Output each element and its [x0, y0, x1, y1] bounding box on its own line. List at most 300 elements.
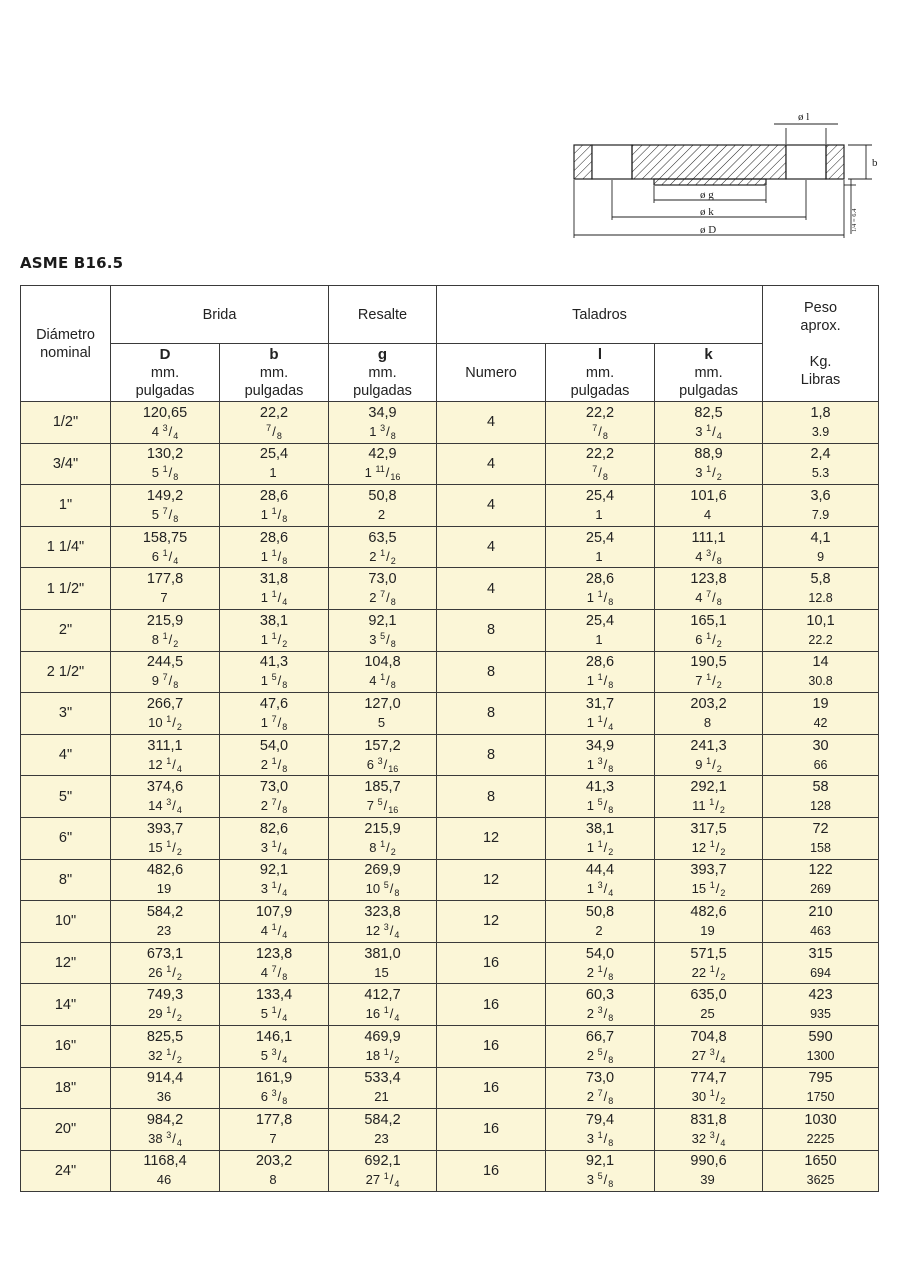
value-mm: 25,4 — [585, 612, 615, 629]
value-mm: 34,9 — [368, 404, 397, 421]
value-inch: 3 $^1/_4$ — [695, 422, 722, 441]
value-inch: $^7/_8$ — [592, 464, 608, 483]
value-inch: 18 $^1/_2$ — [365, 1046, 400, 1065]
cell-l — [546, 734, 655, 776]
cell-peso — [763, 609, 879, 651]
cell-g — [329, 1025, 437, 1067]
cell-l — [546, 526, 655, 568]
value-mm: 177,8 — [255, 1111, 293, 1128]
cell-peso — [763, 942, 879, 984]
value-mm: 190,5 — [690, 654, 727, 671]
cell-peso — [763, 568, 879, 610]
cell-numero: 8 — [437, 734, 546, 776]
value-inch: 5 $^3/_4$ — [260, 1046, 288, 1065]
header-kg: Kg. — [809, 353, 832, 370]
value-kg: 1650 — [804, 1153, 837, 1170]
cell-D — [111, 942, 220, 984]
fraction-slash: / — [386, 548, 390, 564]
fraction-slash: / — [603, 590, 608, 606]
fraction-slash: / — [168, 465, 173, 481]
value-inch: 1 $^1/_8$ — [586, 672, 614, 691]
fraction-slash: / — [712, 756, 716, 772]
value-mm: 101,6 — [690, 487, 727, 504]
value-mm: 66,7 — [585, 1028, 615, 1045]
value-kg: 72 — [812, 820, 829, 837]
diagram-label-D: ø D — [700, 224, 717, 236]
value-mm: 482,6 — [146, 862, 184, 879]
fraction-slash: / — [389, 1047, 394, 1063]
cell-b — [220, 1025, 329, 1067]
value-mm: 31,7 — [585, 695, 615, 712]
value-inch: 22 $^1/_2$ — [691, 963, 726, 982]
cell-D — [111, 568, 220, 610]
value-mm: 25,4 — [259, 446, 289, 463]
cell-numero: 16 — [437, 984, 546, 1026]
value-kg: 4,1 — [810, 529, 831, 546]
fraction-slash: / — [172, 839, 176, 855]
fraction-slash: / — [277, 839, 282, 855]
value-mm: 130,2 — [146, 446, 184, 463]
value-mm: 54,0 — [259, 737, 289, 754]
value-mm: 161,9 — [255, 1070, 293, 1087]
value-inch: 14 $^3/_4$ — [148, 797, 182, 816]
value-mm: 133,4 — [255, 987, 293, 1004]
value-inch: 7 — [269, 1130, 277, 1146]
table-row — [21, 817, 879, 859]
table-row — [21, 984, 879, 1026]
value-mm: 123,8 — [255, 945, 293, 962]
value-inch: 2 $^7/_8$ — [586, 1088, 614, 1107]
value-mm: 692,1 — [364, 1153, 401, 1170]
cell-nominal: 3" — [21, 693, 111, 735]
value-kg: 19 — [812, 695, 829, 712]
fraction-slash: / — [277, 798, 282, 814]
fraction-slash: / — [277, 1047, 282, 1063]
value-mm: 50,8 — [585, 903, 615, 920]
diagram-label-l: ø l — [798, 111, 810, 123]
value-mm: 42,9 — [368, 446, 397, 463]
header-peso — [763, 286, 879, 402]
fraction-slash: / — [389, 881, 394, 897]
cell-b — [220, 693, 329, 735]
cell-l — [546, 984, 655, 1026]
cell-D — [111, 776, 220, 818]
value-mm: 635,0 — [690, 987, 727, 1004]
fraction-slash: / — [172, 798, 176, 814]
fraction-slash: / — [277, 548, 282, 564]
cell-k — [655, 776, 763, 818]
value-kg: 2,4 — [810, 446, 831, 463]
fraction-slash: / — [598, 423, 602, 439]
cell-peso — [763, 1150, 879, 1192]
fraction-slash: / — [383, 798, 388, 814]
value-mm: 825,5 — [146, 1028, 184, 1045]
header-taladros: Taladros — [437, 286, 763, 344]
cell-k — [655, 402, 763, 444]
value-inch: 10 $^1/_2$ — [148, 713, 182, 732]
value-mm: 673,1 — [146, 945, 184, 962]
value-mm: 79,4 — [585, 1111, 615, 1128]
cell-peso — [763, 859, 879, 901]
value-mm: 584,2 — [364, 1111, 401, 1128]
fraction-slash: / — [389, 922, 394, 938]
value-lb: 5.3 — [811, 466, 830, 481]
value-mm: 571,5 — [690, 945, 727, 962]
value-inch: 4 $^1/_8$ — [369, 672, 396, 691]
cell-peso — [763, 485, 879, 527]
cell-peso — [763, 901, 879, 943]
cell-numero: 4 — [437, 443, 546, 485]
value-inch: 1 $^3/_8$ — [586, 755, 614, 774]
value-inch: 12 $^1/_4$ — [148, 755, 182, 774]
cell-numero: 16 — [437, 1067, 546, 1109]
cell-b — [220, 734, 329, 776]
cell-l — [546, 485, 655, 527]
cell-b — [220, 901, 329, 943]
fraction-slash: / — [603, 1047, 608, 1063]
value-inch: 4 $^3/_4$ — [151, 422, 179, 441]
cell-l — [546, 859, 655, 901]
value-mm: 412,7 — [364, 987, 401, 1004]
fraction-slash: / — [715, 964, 720, 980]
cell-l — [546, 817, 655, 859]
table-row — [21, 568, 879, 610]
value-mm: 50,8 — [368, 487, 397, 504]
cell-g — [329, 1067, 437, 1109]
table-row — [21, 1109, 879, 1151]
fraction-slash: / — [172, 756, 176, 772]
cell-b — [220, 776, 329, 818]
cell-b — [220, 817, 329, 859]
value-mm: 120,65 — [142, 404, 188, 421]
fraction-slash: / — [389, 1172, 394, 1188]
value-inch: 15 $^1/_2$ — [148, 838, 182, 857]
cell-g — [329, 859, 437, 901]
value-kg: 1,8 — [810, 404, 831, 421]
header-l: l mm. pulgadas — [546, 344, 655, 402]
value-mm: 482,6 — [690, 903, 727, 920]
fraction-slash: / — [603, 1089, 608, 1105]
fraction-slash: / — [598, 465, 602, 481]
cell-g — [329, 402, 437, 444]
value-inch: 1 $^5/_8$ — [260, 672, 288, 691]
cell-nominal: 6" — [21, 817, 111, 859]
cell-peso — [763, 1025, 879, 1067]
value-lb: 12.8 — [808, 591, 833, 606]
value-lb: 269 — [810, 882, 831, 897]
value-lb: 22.2 — [808, 632, 833, 647]
table-row — [21, 1150, 879, 1192]
table-row — [21, 609, 879, 651]
header-b: b mm. pulgadas — [220, 344, 329, 402]
value-mm: 92,1 — [259, 862, 289, 879]
value-mm: 88,9 — [694, 446, 723, 463]
fraction-slash: / — [715, 1089, 720, 1105]
cell-k — [655, 693, 763, 735]
value-inch: 1 $^3/_8$ — [369, 422, 396, 441]
value-mm: 185,7 — [364, 779, 401, 796]
value-inch: 1 $^1/_8$ — [260, 547, 288, 566]
cell-k — [655, 443, 763, 485]
value-inch: 7 — [160, 590, 168, 606]
value-mm: 393,7 — [690, 862, 727, 879]
value-inch: 1 $^1/_4$ — [586, 713, 614, 732]
value-inch: $^7/_8$ — [592, 422, 608, 441]
value-inch: 9 $^1/_2$ — [695, 755, 722, 774]
value-mm: 41,3 — [259, 654, 289, 671]
value-inch: 30 $^1/_2$ — [691, 1088, 726, 1107]
cell-D — [111, 1109, 220, 1151]
value-mm: 31,8 — [259, 571, 289, 588]
value-mm: 215,9 — [364, 820, 401, 837]
value-mm: 157,2 — [364, 737, 401, 754]
value-lb: 463 — [810, 923, 831, 938]
fraction-slash: / — [386, 590, 390, 606]
value-mm: 1168,4 — [143, 1153, 187, 1170]
cell-D — [111, 1150, 220, 1192]
value-mm: 28,6 — [585, 571, 615, 588]
standard-title: ASME B16.5 — [20, 254, 124, 272]
value-inch: 32 $^3/_4$ — [691, 1129, 726, 1148]
cell-l — [546, 1109, 655, 1151]
value-inch: 3 $^5/_8$ — [586, 1171, 614, 1190]
value-inch: 2 $^5/_8$ — [586, 1046, 614, 1065]
fraction-slash: / — [603, 1130, 608, 1146]
value-inch: 1 $^1/_2$ — [586, 838, 614, 857]
fraction-slash: / — [172, 1047, 176, 1063]
value-inch: 29 $^1/_2$ — [148, 1005, 182, 1024]
cell-D — [111, 693, 220, 735]
table-row — [21, 901, 879, 943]
value-inch: 5 — [377, 714, 386, 730]
value-inch: 2 $^7/_8$ — [369, 589, 396, 608]
value-mm: 984,2 — [146, 1111, 184, 1128]
cell-numero: 16 — [437, 1150, 546, 1192]
cell-peso — [763, 526, 879, 568]
value-mm: 127,0 — [364, 695, 401, 712]
value-mm: 831,8 — [690, 1111, 727, 1128]
value-lb: 2225 — [806, 1131, 835, 1146]
cell-numero: 4 — [437, 485, 546, 527]
value-mm: 92,1 — [368, 612, 397, 629]
cell-nominal: 1 1/2" — [21, 568, 111, 610]
cell-numero: 8 — [437, 693, 546, 735]
value-mm: 165,1 — [690, 612, 727, 629]
cell-k — [655, 901, 763, 943]
cell-D — [111, 485, 220, 527]
value-lb: 158 — [810, 840, 831, 855]
value-mm: 704,8 — [690, 1028, 727, 1045]
value-lb: 7.9 — [811, 507, 830, 522]
table-row — [21, 859, 879, 901]
fraction-slash: / — [389, 1006, 394, 1022]
value-mm: 28,6 — [585, 654, 615, 671]
fraction-slash: / — [277, 1089, 282, 1105]
header-D: D mm. pulgadas — [111, 344, 220, 402]
cell-nominal: 1/2" — [21, 402, 111, 444]
value-mm: 323,8 — [364, 903, 401, 920]
cell-k — [655, 942, 763, 984]
value-mm: 177,8 — [146, 571, 184, 588]
value-inch: 12 $^1/_2$ — [691, 838, 726, 857]
cell-l — [546, 443, 655, 485]
cell-k — [655, 526, 763, 568]
value-inch: 3 $^1/_8$ — [586, 1129, 614, 1148]
cell-numero: 8 — [437, 609, 546, 651]
value-mm: 22,2 — [585, 404, 615, 421]
value-inch: 38 $^3/_4$ — [148, 1129, 182, 1148]
cell-k — [655, 1150, 763, 1192]
value-kg: 210 — [808, 903, 833, 920]
fraction-slash: / — [168, 423, 173, 439]
cell-nominal: 16" — [21, 1025, 111, 1067]
cell-g — [329, 734, 437, 776]
value-inch: 10 $^5/_8$ — [365, 880, 400, 899]
cell-b — [220, 402, 329, 444]
cell-g — [329, 942, 437, 984]
value-kg: 1030 — [804, 1111, 837, 1128]
value-mm: 393,7 — [146, 820, 184, 837]
value-mm: 44,4 — [585, 862, 615, 879]
fraction-slash: / — [277, 964, 282, 980]
header-brida: Brida — [111, 286, 329, 344]
cell-k — [655, 568, 763, 610]
value-inch: 4 $^7/_8$ — [695, 589, 722, 608]
cell-b — [220, 526, 329, 568]
cell-g — [329, 1109, 437, 1151]
value-mm: 241,3 — [690, 737, 727, 754]
value-kg: 590 — [808, 1028, 833, 1045]
cell-b — [220, 485, 329, 527]
fraction-slash: / — [277, 673, 282, 689]
fraction-slash: / — [603, 1006, 608, 1022]
fraction-slash: / — [715, 1130, 720, 1146]
fraction-slash: / — [277, 922, 282, 938]
value-lb: 935 — [810, 1007, 831, 1022]
value-mm: 47,6 — [259, 695, 289, 712]
value-kg: 14 — [812, 654, 829, 671]
cell-g — [329, 651, 437, 693]
value-kg: 315 — [808, 945, 833, 962]
cell-l — [546, 1150, 655, 1192]
value-mm: 311,1 — [147, 737, 183, 754]
cell-b — [220, 651, 329, 693]
fraction-slash: / — [277, 506, 282, 522]
cell-l — [546, 1025, 655, 1067]
cell-k — [655, 609, 763, 651]
cell-g — [329, 609, 437, 651]
value-mm: 158,75 — [142, 529, 188, 546]
cell-g — [329, 984, 437, 1026]
table-row — [21, 1067, 879, 1109]
fraction-slash: / — [603, 964, 608, 980]
value-mm: 82,6 — [259, 820, 289, 837]
cell-D — [111, 402, 220, 444]
cell-nominal: 8" — [21, 859, 111, 901]
value-inch: 5 $^1/_4$ — [260, 1005, 288, 1024]
table-row — [21, 1025, 879, 1067]
cell-nominal: 1 1/4" — [21, 526, 111, 568]
cell-l — [546, 942, 655, 984]
value-lb: 694 — [810, 965, 831, 980]
value-inch: 1 $^{11}/_{16}$ — [364, 464, 401, 483]
value-inch: 8 — [269, 1172, 277, 1188]
value-inch: 1 $^3/_4$ — [586, 880, 614, 899]
fraction-slash: / — [277, 631, 282, 647]
fraction-slash: / — [712, 423, 716, 439]
cell-D — [111, 1067, 220, 1109]
value-mm: 215,9 — [146, 612, 184, 629]
value-mm: 73,0 — [585, 1070, 615, 1087]
cell-k — [655, 1025, 763, 1067]
value-inch: 46 — [156, 1172, 172, 1188]
cell-D — [111, 443, 220, 485]
value-inch: 16 $^1/_4$ — [365, 1005, 400, 1024]
fraction-slash: / — [715, 881, 720, 897]
value-mm: 111,1 — [691, 529, 726, 546]
fraction-slash: / — [712, 548, 716, 564]
value-mm: 149,2 — [146, 487, 184, 504]
value-inch: 26 $^1/_2$ — [148, 963, 182, 982]
value-lb: 128 — [810, 799, 831, 814]
cell-numero: 12 — [437, 859, 546, 901]
diagram-label-k: ø k — [700, 206, 714, 218]
table-row — [21, 776, 879, 818]
diagram-label-b: b — [872, 157, 878, 169]
cell-numero: 4 — [437, 568, 546, 610]
cell-b — [220, 568, 329, 610]
value-lb: 42 — [813, 715, 828, 730]
value-mm: 38,1 — [585, 820, 615, 837]
fraction-slash: / — [715, 1047, 720, 1063]
table-row — [21, 651, 879, 693]
table-row — [21, 942, 879, 984]
value-mm: 381,0 — [364, 945, 401, 962]
fraction-slash: / — [715, 839, 720, 855]
value-kg: 122 — [808, 862, 833, 879]
value-inch: 36 — [156, 1089, 172, 1105]
cell-l — [546, 402, 655, 444]
cell-peso — [763, 1109, 879, 1151]
cell-numero: 4 — [437, 526, 546, 568]
value-inch: 1 $^7/_8$ — [260, 713, 288, 732]
fraction-slash: / — [715, 798, 719, 814]
value-mm: 317,5 — [690, 820, 727, 837]
cell-peso — [763, 651, 879, 693]
value-mm: 584,2 — [146, 903, 184, 920]
value-inch: 5 $^1/_8$ — [151, 464, 179, 483]
cell-b — [220, 609, 329, 651]
value-lb: 3625 — [806, 1173, 835, 1188]
cell-l — [546, 651, 655, 693]
value-mm: 63,5 — [368, 529, 397, 546]
cell-nominal: 10" — [21, 901, 111, 943]
table-row — [21, 693, 879, 735]
fraction-slash: / — [603, 714, 608, 730]
flange-spec-table — [20, 285, 879, 1192]
cell-D — [111, 1025, 220, 1067]
value-mm: 990,6 — [690, 1153, 727, 1170]
value-mm: 54,0 — [585, 945, 615, 962]
cell-numero: 16 — [437, 942, 546, 984]
value-inch: 3 $^1/_4$ — [260, 880, 288, 899]
value-inch: 2 $^3/_8$ — [586, 1005, 614, 1024]
cell-nominal: 2 1/2" — [21, 651, 111, 693]
cell-peso — [763, 693, 879, 735]
diagram-label-raised: 1/4 = 6.4 — [851, 208, 858, 232]
value-inch: 2 $^1/_2$ — [369, 547, 396, 566]
cell-peso — [763, 443, 879, 485]
